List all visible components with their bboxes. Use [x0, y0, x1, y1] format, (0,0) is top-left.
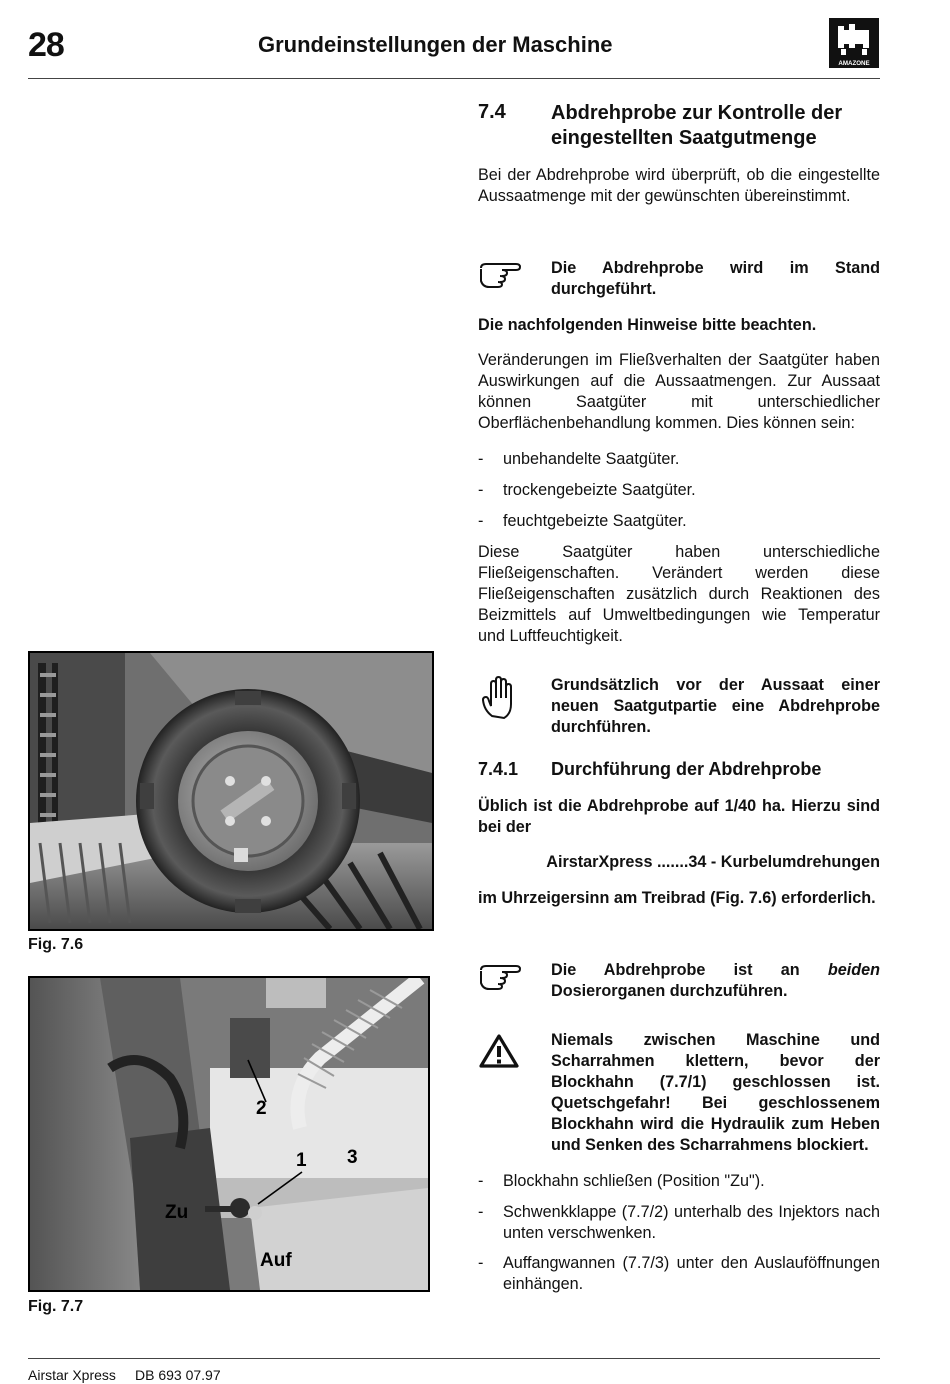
note-both-prefix: Die Abdrehprobe ist an — [551, 961, 828, 979]
properties-paragraph: Diese Saatgüter haben unterschiedliche Fließeigenschaften. Verändert werden diese Fließeigenschaften zusätzlich durch Reaktionen des Beizmittels auf Umweltbedingungen wie Temperatur und Luftfeuchtigkeit. — [478, 543, 880, 645]
subsection-title: Durchführung der Abdrehprobe — [551, 759, 822, 779]
important-note: Grundsätzlich vor der Aussaat einer neuen Saatgutpartie eine Abdrehprobe durchführen. — [551, 676, 880, 736]
callout-3: 3 — [347, 1147, 358, 1168]
seed-type-text: trockengebeizte Saatgüter. — [503, 481, 696, 499]
warning-triangle-icon — [478, 1033, 526, 1073]
step-text: Auffangwannen (7.7/3) unter den Auslauföffnungen einhängen. — [503, 1254, 880, 1293]
note-both-suffix: Dosierorganen durchzuführen. — [551, 982, 788, 1000]
step-text: Schwenkklappe (7.7/2) unterhalb des Injektors nach unten verschwenken. — [503, 1203, 880, 1242]
list-item: - Schwenkklappe (7.7/2) unterhalb des Injektors nach unten verschwenken. — [478, 1203, 880, 1242]
step-text: Blockhahn schließen (Position "Zu"). — [503, 1172, 765, 1190]
footer-product: Airstar Xpress — [28, 1367, 116, 1383]
raised-hand-icon — [478, 672, 526, 720]
header-rule — [28, 78, 880, 79]
svg-text:AMAZONE: AMAZONE — [838, 60, 870, 67]
list-item: - feuchtgebeizte Saatgüter. — [478, 511, 880, 533]
callout-auf: Auf — [260, 1250, 292, 1271]
note-both-emphasis: beiden — [827, 961, 880, 979]
note-both-organs — [551, 960, 880, 1002]
footer-doc-number: DB 693 07.97 — [135, 1367, 221, 1383]
callout-2: 2 — [256, 1098, 267, 1119]
hint-heading: Die nachfolgenden Hinweise bitte beachten. — [478, 316, 817, 334]
list-item: - trockengebeizte Saatgüter. — [478, 480, 880, 502]
fig77-caption: Fig. 7.7 — [28, 1298, 84, 1315]
note-stand: Die Abdrehprobe wird im Stand durchgeführt. — [551, 259, 880, 298]
seed-type-text: unbehandelte Saatgüter. — [503, 450, 680, 468]
pointing-hand-icon — [478, 258, 526, 302]
section-title: Abdrehprobe zur Kontrolle der eingestellten Saatgutmenge — [551, 102, 843, 149]
flow-paragraph: Veränderungen im Fließverhalten der Saatgüter haben Auswirkungen auf die Aussaatmengen. Zur Aussaat können Saatgüter mit unterschiedlicher Oberflächenbehandlung kommen. Dies können sein: — [478, 351, 880, 432]
pointing-hand-icon — [478, 960, 526, 1004]
fig77-photo — [28, 976, 430, 1292]
page-heading: Grundeinstellungen der Maschine — [258, 32, 613, 57]
callout-zu: Zu — [165, 1202, 189, 1223]
intro-paragraph: Bei der Abdrehprobe wird überprüft, ob die eingestellte Aussaatmenge mit der gewünschten übereinstimmt. — [478, 166, 880, 205]
callout-1: 1 — [296, 1150, 307, 1171]
amazone-logo — [829, 18, 879, 68]
clockwise-text: im Uhrzeigersinn am Treibrad (Fig. 7.6) erforderlich. — [478, 889, 876, 907]
list-item: - Auffangwannen (7.7/3) unter den Auslauföffnungen einhängen. — [478, 1254, 880, 1293]
fig76-caption: Fig. 7.6 — [28, 936, 84, 953]
page-number: 28 — [28, 26, 64, 64]
crank-line: AirstarXpress .......34 - Kurbelumdrehungen — [546, 853, 880, 871]
subsection-number: 7.4.1 — [478, 759, 519, 779]
warning-text: Niemals zwischen Maschine und Scharrahmen klettern, bevor der Blockhahn (7.7/1) geschlossen ist. Quetschgefahr! Bei geschlossenem Blockhahn wird die Hydraulik zum Heben und Senken des Scharrahmens blockiert. — [551, 1031, 880, 1154]
footer-rule — [28, 1358, 880, 1359]
fig76-photo — [28, 651, 434, 931]
usual-text: Üblich ist die Abdrehprobe auf 1/40 ha. Hierzu sind bei der — [478, 797, 880, 836]
seed-type-text: feuchtgebeizte Saatgüter. — [503, 512, 687, 530]
list-item: - Blockhahn schließen (Position "Zu"). — [478, 1171, 880, 1193]
list-item: - unbehandelte Saatgüter. — [478, 449, 880, 471]
section-number: 7.4 — [478, 101, 506, 123]
